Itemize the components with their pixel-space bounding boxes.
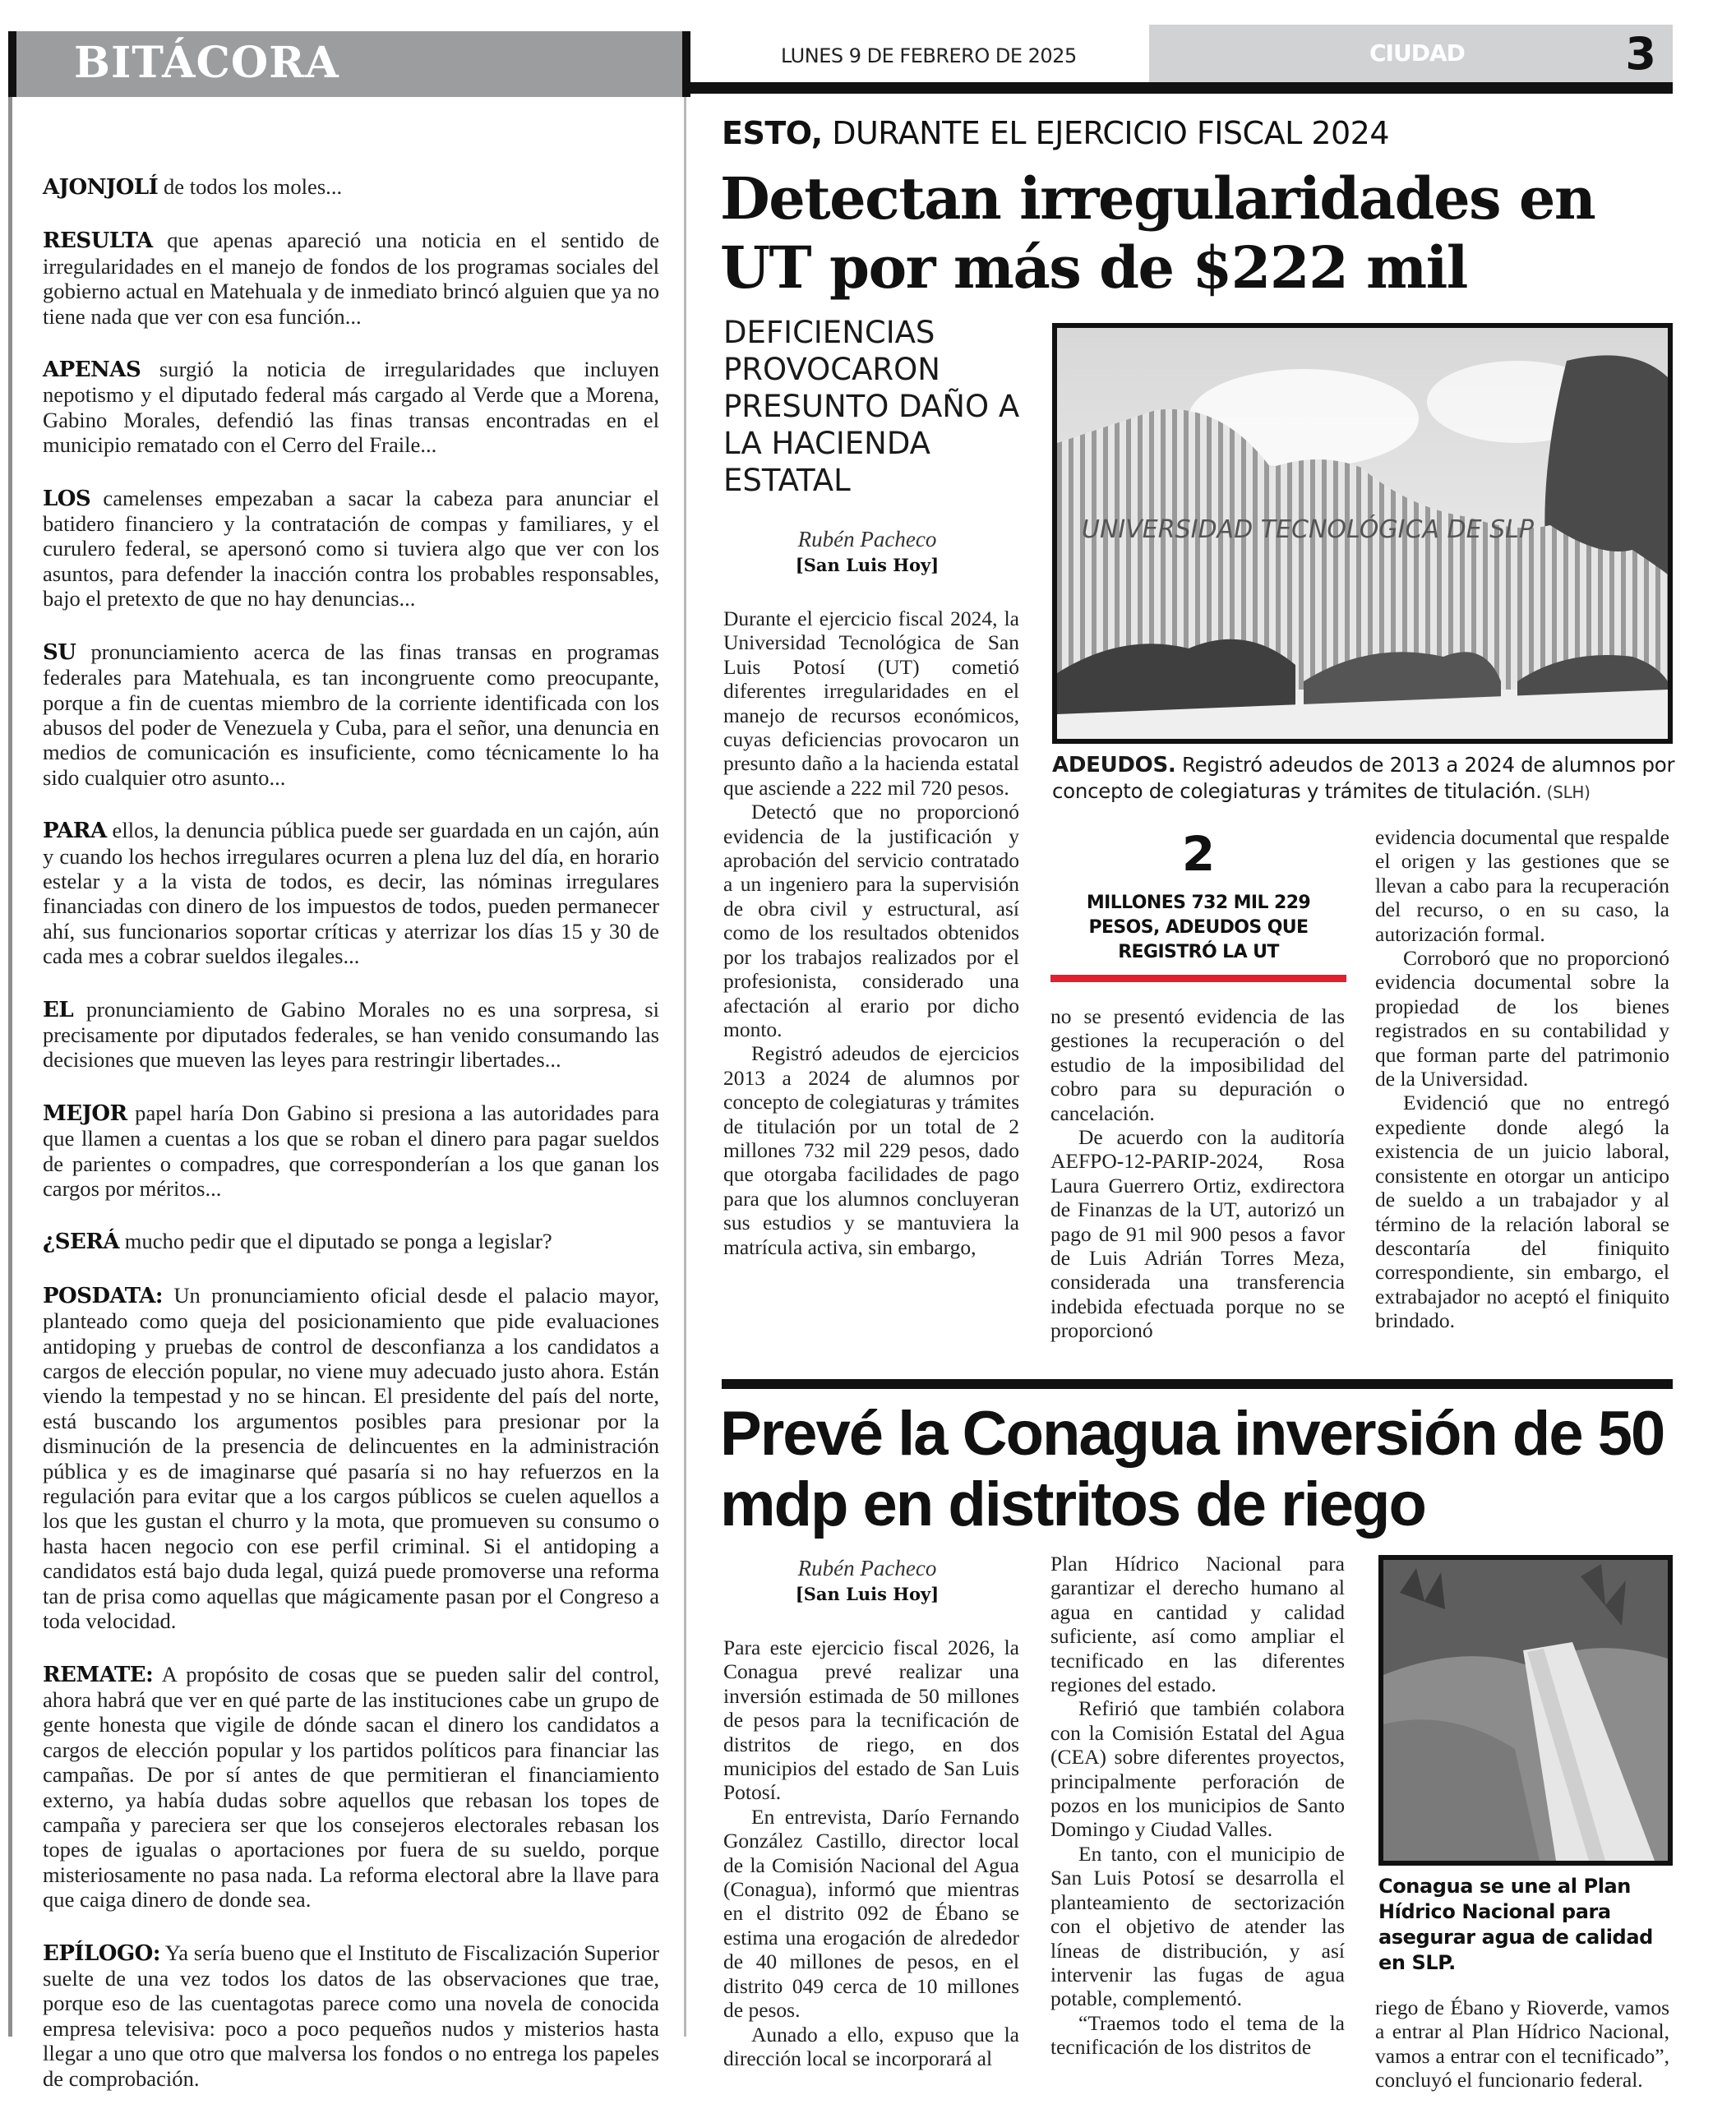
header-rule [689, 82, 1673, 94]
bitacora-paragraph [43, 357, 659, 458]
pull-quote-number: 2 [1181, 826, 1216, 882]
bitacora-body [43, 174, 659, 2104]
article1-deck: DEFICIENCIAS PROVOCARON PRESUNTO DAÑO A LA HACIENDA ESTATAL [723, 315, 1020, 498]
article2-headline: Prevé la Conagua inversión de 50 mdp en distritos de riego [720, 1399, 1664, 1539]
paragraph-lead-word: APENAS [43, 358, 141, 383]
issue-date: LUNES 9 DE FEBRERO DE 2025 [781, 44, 1077, 67]
kicker-bold: ESTO, [722, 115, 823, 151]
paragraph-lead-word: REMATE: [43, 1662, 154, 1687]
article1-column-3 [1375, 825, 1669, 1333]
paragraph-lead-word: EL [43, 997, 74, 1022]
paragraph-text: Ya sería bueno que el Instituto de Fiscalización Superior suelte de una vez todos los datos de las observaciones que trae, porque eso de las cuentagotas parece como una novela de conocida empresa televisiva: poco a poco pequeños nudos y misterios hasta llegar a uno que otro que malversa los fondos o no entrega los papeles de comprobación. [43, 1940, 659, 2091]
paragraph-text: surgió la noticia de irregularidades que incluyen nepotismo y el diputado federal más cargado al Verde que a Morena, Gabino Morales, defendió las finas transas encontradas en el municipio rematado con el Cerro del Fraile... [43, 357, 659, 458]
article-paragraph: De acuerdo con la auditoría AEFPO-12-PARIP-2024, Rosa Laura Guerrero Ortiz, exdirectora de Finanzas de la UT, autorizó un pago de 91 mil 900 pesos a favor de Luis Adrián Torres Meza, considerada una transferencia indebida efectuada porque no se proporcionó [1050, 1125, 1345, 1343]
bitacora-paragraph [43, 639, 659, 790]
article1-column-2 [1050, 1004, 1345, 1343]
ut-fence-illustration [1057, 328, 1668, 739]
bitacora-paragraph [43, 1662, 659, 1913]
article-paragraph: En tanto, con el municipio de San Luis Potosí se desarrolla el planteamiento de sectorización con el objetivo de atender las líneas de distribución, y así intervenir las fugas de agua potable, complementó. [1050, 1841, 1345, 2011]
article-paragraph: Registró adeudos de ejercicios 2013 a 2024 de alumnos por concepto de colegiaturas y trámites de titulación por un total de 2 millones 732 mil 229 pesos, dado que otorgaba facilidades de pago para que los alumnos concluyeran sus estudios y se mantuviera la matrícula activa, sin embargo, [723, 1041, 1019, 1259]
article-paragraph: Plan Hídrico Nacional para garantizar el derecho humano al agua en cantidad y calidad suficiente, así como ampliar el tecnificado en las diferentes regiones del estado. [1050, 1552, 1345, 1697]
bitacora-paragraph [43, 228, 659, 329]
article1-headline: Detectan irregularidades en UT por más de $222 mil [720, 164, 1595, 302]
article1-byline [723, 526, 1011, 579]
column-title: BITÁCORA [74, 38, 339, 88]
article-paragraph: “Traemos todo el tema de la tecnificación de los distritos de [1050, 2010, 1345, 2060]
paragraph-lead-word: POSDATA: [43, 1283, 163, 1308]
article2-column-2 [1050, 1552, 1345, 2060]
article2-column-1 [723, 1636, 1019, 2070]
article1-caption [1052, 752, 1677, 805]
paragraph-lead-word: AJONJOLÍ [43, 175, 159, 200]
section-banner [1149, 25, 1673, 82]
page-number: 3 [1625, 28, 1656, 80]
ut-entrance-photo [1052, 323, 1673, 744]
article-paragraph: Corroboró que no proporcionó evidencia documental sobre la propiedad de los bienes registrados en su contabilidad y que forman parte del patrimonio de la Universidad. [1375, 946, 1669, 1091]
article-paragraph: riego de Ébano y Rioverde, vamos a entrar al Plan Hídrico Nacional, vamos a entrar con el tecnificado”, concluyó el funcionario federal. [1375, 1996, 1669, 2092]
paragraph-text: pronunciamiento acerca de las finas transas en programas federales para Matehuala, es tan incongruente como preocupante, porque a fin de cuentas miembro de la corriente identificada con los abusos del poder de Venezuela y Cuba, para el señor, una denuncia en medios de comunicación es insuficiente, como técnicamente lo ha sido cualquier otro asunto... [43, 639, 659, 790]
paragraph-lead-word: ¿SERÁ [43, 1230, 120, 1255]
article-paragraph: En entrevista, Darío Fernando González Castillo, director local de la Comisión Nacional del Agua (Conagua), informó que mientras en el distrito 092 de Ébano se estima una erogación de alrededor de 40 millones de pesos, en el distrito 049 cerca de 10 millones de pesos. [723, 1804, 1019, 2023]
article-paragraph: Evidenció que no entregó expediente donde alegó la existencia de un juicio laboral, consistente en otorgar un anticipo de sueldo a un trabajador y al término de la relación laboral se descontaría del finiquito correspondiente, sin embargo, el extrabajador no aceptó el finiquito brindado. [1375, 1091, 1669, 1333]
byline-outlet: [San Luis Hoy] [795, 1584, 940, 1604]
caption-lead: ADEUDOS. [1052, 753, 1176, 777]
photo-sign-text: UNIVERSIDAD TECNOLÓGICA DE SLP [1082, 515, 1534, 544]
article-paragraph: Aunado a ello, expuso que la dirección local se incorporará al [723, 2022, 1019, 2070]
paragraph-lead-word: SU [43, 639, 76, 665]
pull-quote [1050, 825, 1346, 982]
article-divider [722, 1379, 1673, 1389]
paragraph-lead-word: EPÍLOGO: [43, 1940, 160, 1966]
article1-column-1 [723, 607, 1019, 1259]
article2-caption: Conagua se une al Plan Hídrico Nacional para asegurar agua de calidad en SLP. [1378, 1875, 1653, 1974]
article-paragraph: Para este ejercicio fiscal 2026, la Conagua prevé realizar una inversión estimada de 50 millones de pesos para la tecnificación de distritos de riego, en dos municipios del estado de San Luis Potosí. [723, 1636, 1019, 1805]
paragraph-lead-word: MEJOR [43, 1100, 127, 1126]
column-rule-left [8, 97, 12, 2037]
paragraph-text: pronunciamiento de Gabino Morales no es una sorpresa, si precisamente por diputados federales, se han venido consumando las decisiones que mueven las leyes para restringir libertades... [43, 996, 659, 1073]
bitacora-paragraph [43, 1229, 659, 1254]
column-rule-right [684, 97, 686, 2037]
paragraph-text: papel haría Don Gabino si presiona a las autoridades para que llamen a cuentas a los que se roban el dinero para pagar sueldos de parientes o compadres, que corresponderían a los que ganan los cargos por méritos... [43, 1100, 659, 1201]
article-paragraph: Detectó que no proporcionó evidencia de la justificación y aprobación del servicio contratado a un ingeniero para la supervisión de obra civil y estructural, así como de los resultados obtenidos por los trabajos realizados por el profesionista, considerado una afectación al erario por dicho monto. [723, 800, 1019, 1041]
caption-credit: (SLH) [1541, 782, 1591, 802]
paragraph-text: ellos, la denuncia pública puede ser guardada en un cajón, aún y cuando los hechos irregulares ocurren a plena luz del día, en horario estelar y a la vista de todos, es decir, las nóminas irregulares financiadas con dinero de los impuestos de todos, pueden permanecer ahí, sus funcionarios soportar críticas y aterrizar los días 15 y 30 de cada mes a cobrar sueldos ilegales... [43, 818, 659, 969]
article2-column-3 [1375, 1996, 1669, 2092]
kicker-text: DURANTE EL EJERCICIO FISCAL 2024 [822, 115, 1390, 151]
paragraph-text: A propósito de cosas que se pueden salir del control, ahora habrá que ver en qué parte de las instituciones cabe un grupo de gente honesta que vigile de dónde sacan el dinero los candidatos a cargos de elección popular y los partidos políticos para financiar las campañas. De por sí antes de que permitieran el financiamiento externo, ya había dudas sobre aquellos que rebasan los topes de campaña y pareciera ser que los consejeros electorales rebasan los topes de igualas o aportaciones por fuera de su sueldo, porque misteriosamente no pasa nada. La reforma electoral abre la llave para que caiga dinero de donde sea. [43, 1661, 659, 1913]
article1-kicker [722, 115, 1389, 151]
paragraph-text: que apenas apareció una noticia en el sentido de irregularidades en el manejo de fondos de los programas sociales del gobierno actual en Matehuala y de inmediato brincó alguien que ya no tiene nada que ver con esa función... [43, 228, 659, 329]
pipe-illustration [1383, 1560, 1668, 1861]
paragraph-text: mucho pedir que el diputado se ponga a legislar? [119, 1229, 552, 1254]
article-paragraph: Durante el ejercicio fiscal 2024, la Universidad Tecnológica de San Luis Potosí (UT) cometió diferentes irregularidades en el manejo de recursos económicos, cuyas deficiencias provocaron un presunto daño a la hacienda estatal que asciende a 222 mil 720 pesos. [723, 607, 1019, 800]
bitacora-paragraph [43, 174, 659, 200]
bitacora-paragraph [43, 1940, 659, 2091]
paragraph-lead-word: LOS [43, 486, 91, 511]
article-paragraph: Refirió que también colabora con la Comisión Estatal del Agua (CEA) sobre diferentes proyectos, principalmente perforación de pozos en los municipios de Santo Domingo y Ciudad Valles. [1050, 1696, 1345, 1842]
article-paragraph: evidencia documental que respalde el origen y las gestiones que se llevan a cabo para la recuperación del recurso, o en su caso, la autorización formal. [1375, 825, 1669, 946]
byline-author: Rubén Pacheco [797, 1556, 937, 1580]
paragraph-text: Un pronunciamiento oficial desde el palacio mayor, planteado como queja del posicionamiento que pide evaluaciones antidoping y pruebas de control de desconfianza a los candidatos a cargos de elección popular, no viene muy adecuado justo ahora. Están viendo la tempestad y no se hincan. El presidente del país del norte, está buscando los argumentos posibles para presionar por la disminución de la presencia de delincuentes en la administración pública y es de imaginarse qué pasaría si no hay refuerzos en la regulación para evitar que a los cargos públicos se cuelen aquellos a los que les gustan el churro y la mota, que promueven su consumo o hasta hacen negocio con ese perfil criminal. Si el antidoping a candidatos está bajo duda legal, quizá puede promoverse una reforma tan de prisa como aquellas que mágicamente pasan por el Congreso a toda velocidad. [43, 1282, 659, 1634]
paragraph-text: camelenses empezaban a sacar la cabeza para anunciar el batidero financiero y la contratación de compas y familiares, y el curulero federal, se apersonó como si tuviera algo que ver con los asuntos, para defender la inacción contra los probables responsables, bajo el pretexto de que no hay denuncias... [43, 485, 659, 611]
bitacora-paragraph [43, 818, 659, 968]
byline-outlet: [San Luis Hoy] [795, 555, 940, 575]
bitacora-paragraph [43, 997, 659, 1073]
irrigation-pipe-photo [1378, 1555, 1673, 1866]
section-label: CIUDAD [1369, 39, 1465, 67]
pull-quote-text: MILLONES 732 MIL 229 PESOS, ADEUDOS QUE REGISTRÓ LA UT [1086, 893, 1311, 962]
article-paragraph: no se presentó evidencia de las gestiones la recuperación o del estudio de la imposibilidad del cobro para su depuración o cancelación. [1050, 1004, 1345, 1125]
paragraph-lead-word: PARA [43, 819, 107, 844]
bitacora-paragraph [43, 486, 659, 611]
article2-byline [723, 1555, 1011, 1608]
paragraph-lead-word: RESULTA [43, 228, 153, 254]
paragraph-text: de todos los moles... [158, 174, 343, 199]
caption-text: Registró adeudos de 2013 a 2024 de alumnos por concepto de colegiaturas y trámites de titulación. [1052, 753, 1675, 803]
byline-author: Rubén Pacheco [797, 527, 937, 551]
bitacora-header [8, 31, 690, 97]
pull-quote-accent-rule [1050, 975, 1346, 982]
bitacora-paragraph [43, 1283, 659, 1634]
bitacora-paragraph [43, 1100, 659, 1202]
